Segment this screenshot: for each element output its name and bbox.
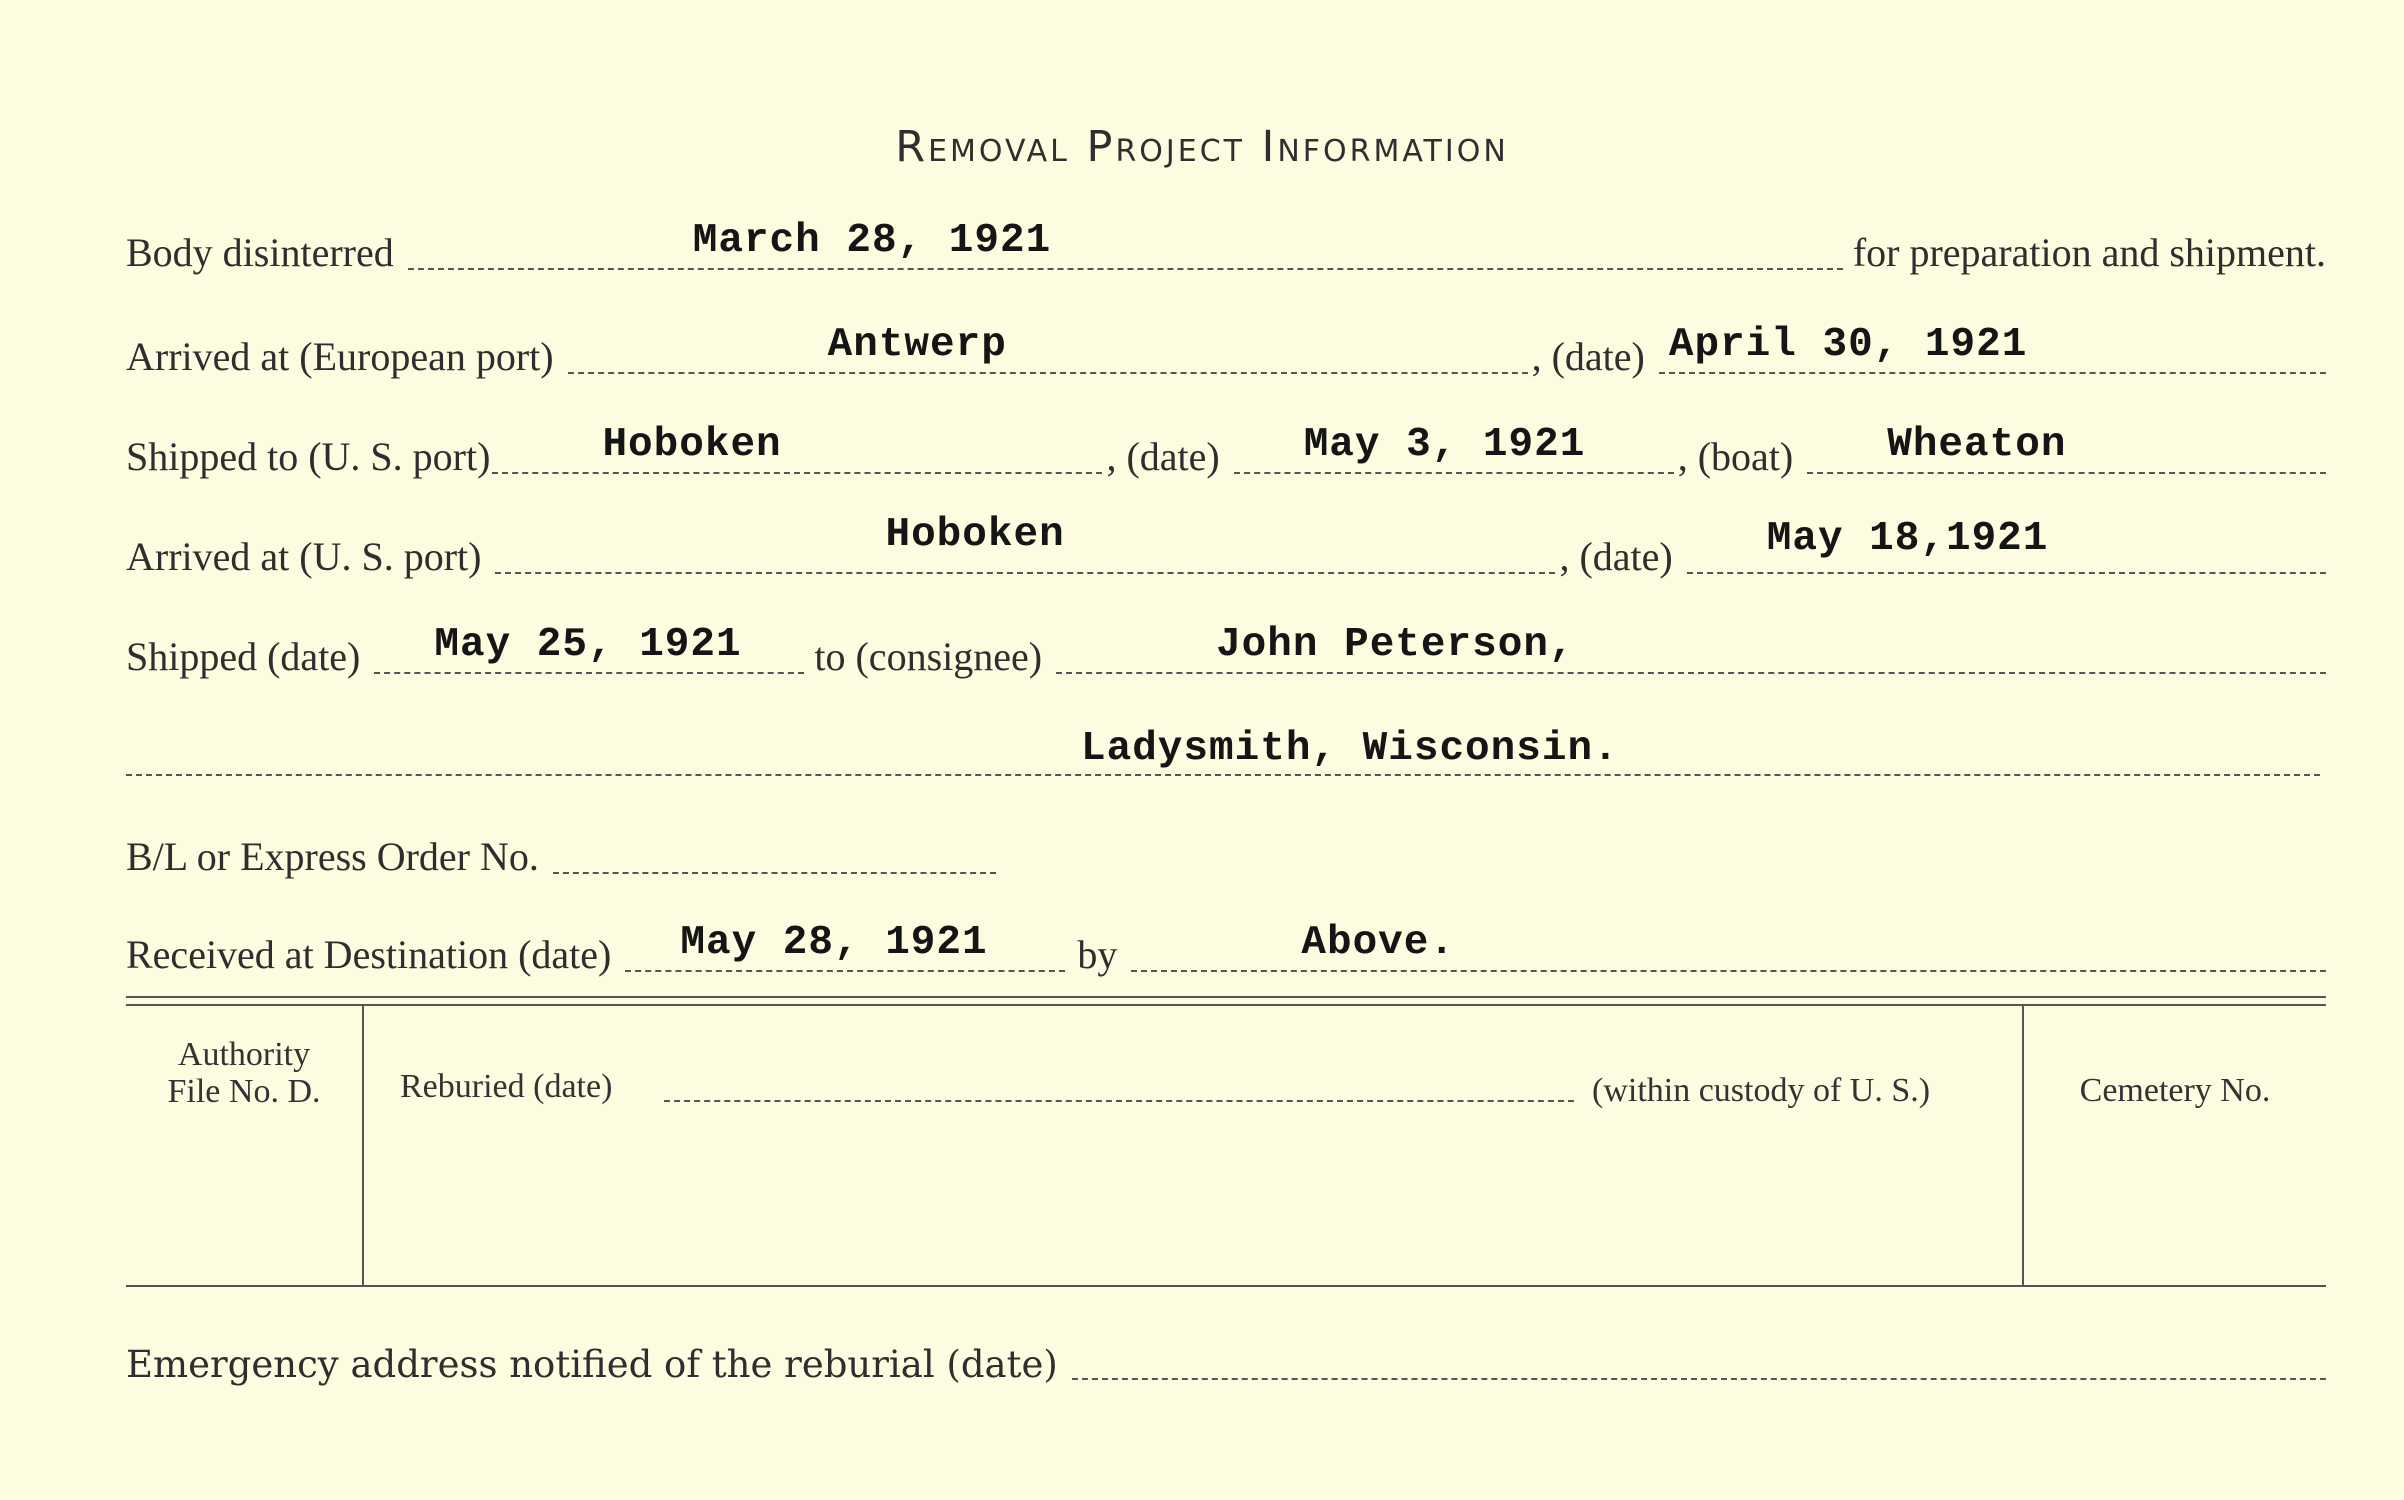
row-european-port [126,322,2326,379]
disinterred-value: March 28, 1921 [692,218,1052,264]
us-port-value: Hoboken [885,512,1065,558]
address-field[interactable] [126,726,2320,776]
boat-label: , (boat) [1677,434,1794,479]
us-port-date-field[interactable] [1687,516,2326,574]
reburied-label: Reburied (date) [400,1068,613,1105]
us-port-date-value: May 18,1921 [1766,516,2049,562]
shipped-to-date-label: , (date) [1106,434,1220,479]
received-label: Received at Destination (date) [126,932,612,977]
consignee-value: John Peterson, [1216,622,1575,668]
shipped-date-field[interactable] [374,622,804,674]
address-value: Ladysmith, Wisconsin. [1081,726,1619,772]
table-top-rule-2 [126,1004,2326,1006]
emergency-label: Emergency address notified of the reburial (date) [126,1343,1058,1386]
cemetery-label: Cemetery No. [2079,1072,2271,1109]
disinterred-label: Body disinterred [126,230,394,275]
row-shipped [126,622,2326,679]
european-port-date-field[interactable] [1659,322,2326,374]
shipped-date-value: May 25, 1921 [434,622,742,668]
shipped-to-field[interactable] [492,422,1102,474]
row-disinterred [126,218,2326,275]
cemetery-divider [2022,1006,2024,1286]
bl-label: B/L or Express Order No. [126,834,539,879]
shipped-to-value: Hoboken [602,422,782,468]
by-label: by [1077,932,1118,977]
card-title: Removal Project Information [895,122,1509,172]
european-port-field[interactable] [568,322,1528,374]
disinterred-suffix: for preparation and shipment. [1852,230,2326,275]
us-port-field[interactable] [495,512,1555,574]
european-port-value: Antwerp [827,322,1007,368]
shipped-to-date-field[interactable] [1234,422,1674,474]
table-bottom-rule [126,1285,2326,1287]
shipped-date-label: Shipped (date) [126,634,361,679]
row-received [126,920,2326,977]
table-top-rule-1 [126,996,2326,998]
row-us-port [126,512,2326,579]
by-value: Above. [1301,920,1455,966]
european-port-label: Arrived at (European port) [126,334,554,379]
shipped-to-label: Shipped to (U. S. port) [126,434,491,479]
european-port-date-label: , (date) [1531,334,1645,379]
european-port-date-value: April 30, 1921 [1668,322,2028,368]
row-emergency [126,1336,2326,1386]
received-date-value: May 28, 1921 [680,920,988,966]
authority-line2: File No. D. [167,1073,321,1111]
by-field[interactable] [1131,920,2326,972]
consignee-label: to (consignee) [814,634,1043,679]
authority-line1: Authority [177,1036,311,1073]
custody-label: (within custody of U. S.) [1592,1072,1931,1109]
boat-field[interactable] [1807,422,2326,474]
authority-divider [362,1006,364,1286]
authority-cell [126,1036,362,1111]
row-bl [126,830,996,877]
disinterred-field[interactable] [408,218,1843,270]
received-date-field[interactable] [625,920,1065,972]
emergency-date-field[interactable] [1072,1336,2326,1380]
bl-field[interactable] [553,830,996,874]
consignee-field[interactable] [1056,622,2326,674]
row-address [126,726,2320,776]
us-port-date-label: , (date) [1559,534,1673,579]
shipped-to-date-value: May 3, 1921 [1303,422,1586,468]
row-shipped-to [126,422,2326,479]
us-port-label: Arrived at (U. S. port) [126,534,482,579]
reburied-date-field[interactable] [664,1100,1574,1102]
boat-value: Wheaton [1887,422,2067,468]
